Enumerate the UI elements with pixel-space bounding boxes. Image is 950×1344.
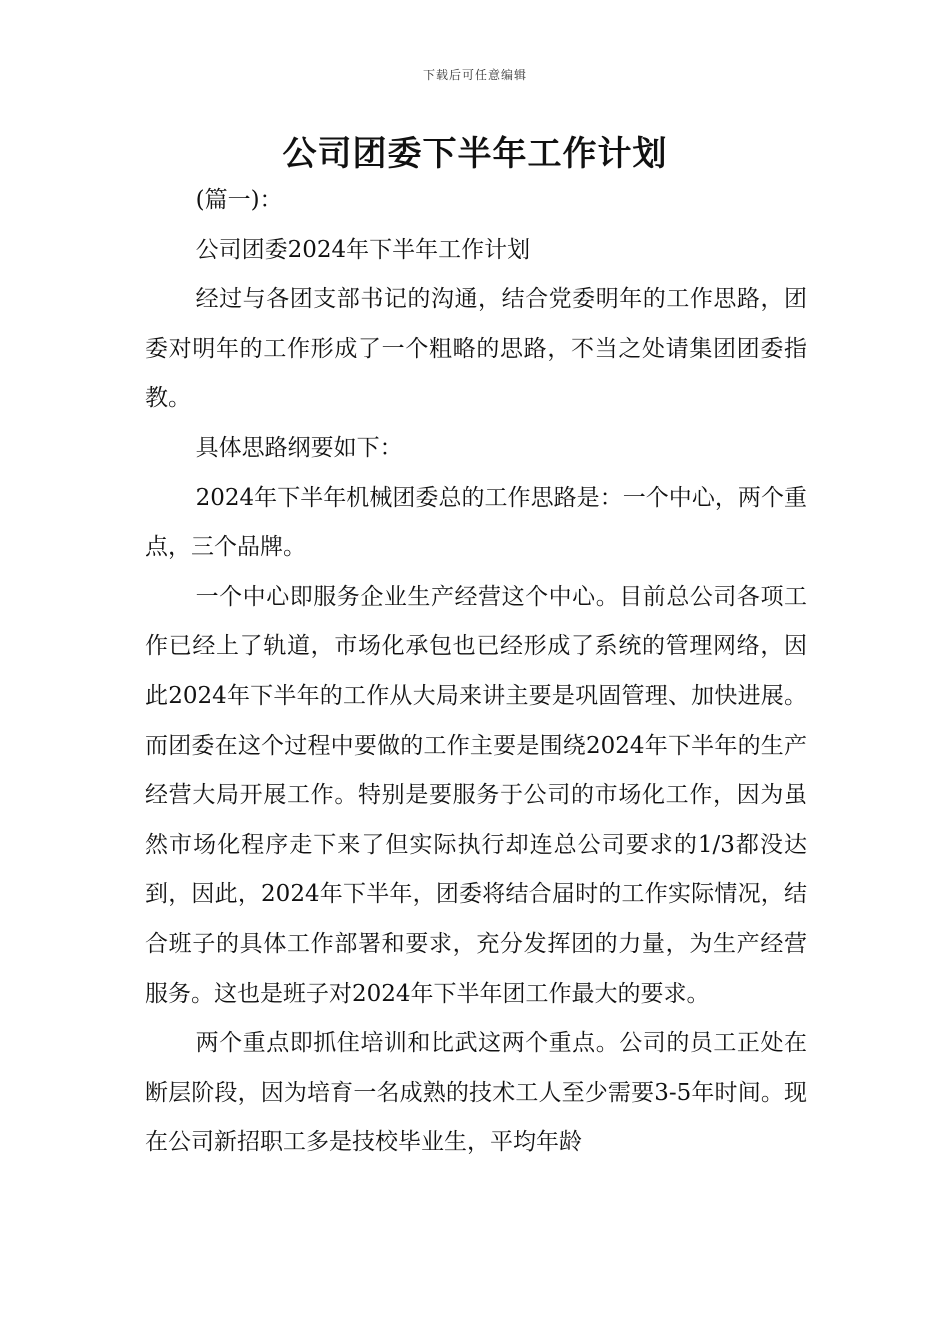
document-title: 公司团委下半年工作计划 <box>282 134 668 174</box>
document-body <box>145 176 807 1168</box>
paragraph-two-focuses: 两个重点即抓住培训和比武这两个重点。公司的员工正处在断层阶段，因为培育一名成熟的技术工人至少需要3-5年时间。现在公司新招职工多是技校毕业生，平均年龄 <box>145 1030 807 1156</box>
paragraph-subtitle: 公司团委2024年下半年工作计划 <box>195 236 531 263</box>
paragraph-section-label: (篇一)： <box>195 187 283 213</box>
paragraph-outline-lead: 具体思路纲要如下： <box>195 434 403 461</box>
paragraph-one-center: 一个中心即服务企业生产经营这个中心。目前总公司各项工作已经上了轨道，市场化承包也已经形成了系统的管理网络，因此2024年下半年的工作从大局来讲主要是巩固管理、加快进展。而团委在这个过程中要做的工作主要是围绕2024年下半年的生产经营大局开展工作。特别是要服务于公司的市场化工作，因为虽然市场化程序走下来了但实际执行却连总公司要求的1/3都没达到，因此，2024年下半年，团委将结合届时的工作实际情况，结合班子的具体工作部署和要求，充分发挥团的力量，为生产经营服务。这也是班子对2024年下半年团工作最大的要求。 <box>145 583 807 1007</box>
paragraph-overall-idea: 2024年下半年机械团委总的工作思路是：一个中心，两个重点，三个品牌。 <box>145 484 807 561</box>
paragraph-intro: 经过与各团支部书记的沟通，结合党委明年的工作思路，团委对明年的工作形成了一个粗略的思路，不当之处请集团团委指教。 <box>145 286 807 412</box>
header-note: 下载后可任意编辑 <box>422 68 527 82</box>
